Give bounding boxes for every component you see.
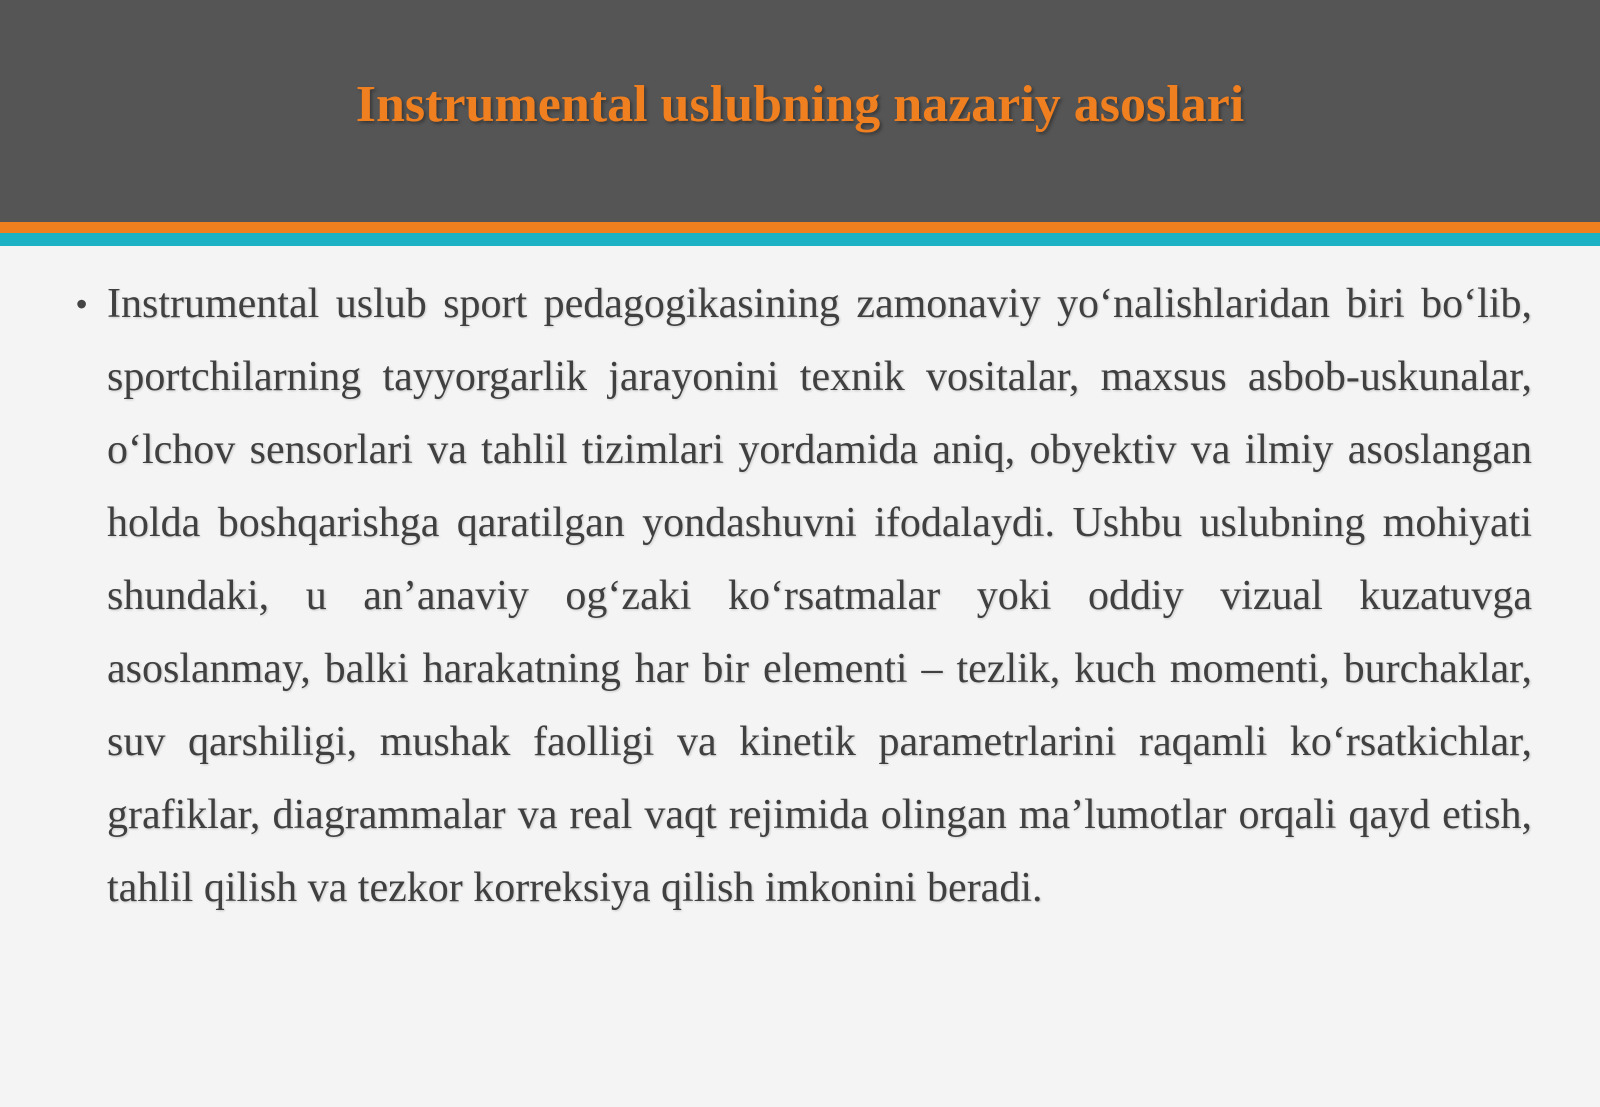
bullet-marker: • (76, 286, 88, 322)
title-bar (0, 0, 1600, 222)
slide-title: Instrumental uslubning nazariy asoslari (355, 76, 1245, 133)
orange-divider-stripe (0, 222, 1600, 233)
teal-divider-stripe (0, 233, 1600, 246)
bullet-item (72, 268, 1532, 925)
bullet-paragraph: Instrumental uslub sport pedagogikasining zamonaviy yo‘nalishlaridan biri bo‘lib, sportchilarning tayyorgarlik jarayonini texnik vositalar, maxsus asbob-uskunalar, o‘lchov sensorlari va tahlil tizimlari yordamida aniq, obyektiv va ilmiy asoslangan holda boshqarishga qaratilgan yondashuvni ifodalaydi. Ushbu uslubning mohiyati shundaki, u an’anaviy og‘zaki ko‘rsatmalar yoki oddiy vizual kuzatuvga asoslanmay, balki harakatning har bir elementi – tezlik, kuch momenti, burchaklar, suv qarshiligi, mushak faolligi va kinetik parametrlarini raqamli ko‘rsatkichlar, grafiklar, diagrammalar va real vaqt rejimida olingan ma’lumotlar orqali qayd etish, tahlil qilish va tezkor korreksiya qilish imkonini beradi. (107, 281, 1532, 911)
slide-content (72, 268, 1532, 925)
